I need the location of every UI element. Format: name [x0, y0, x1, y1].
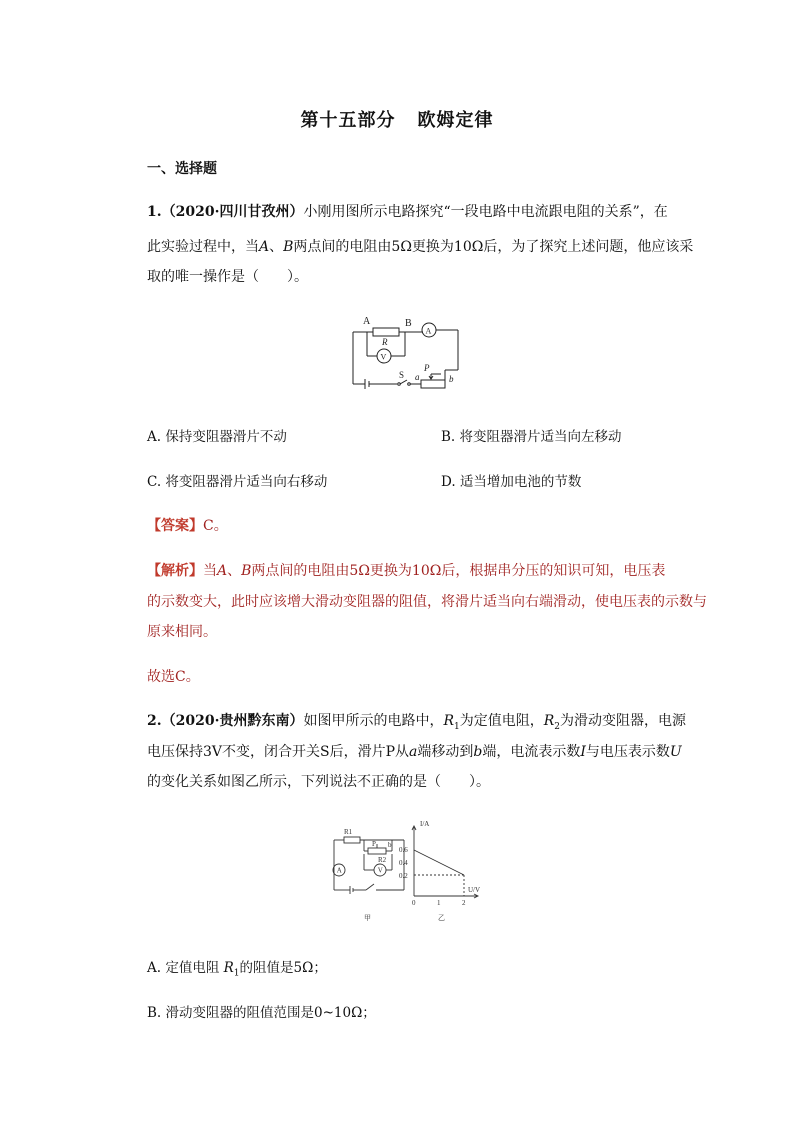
section-heading: 一、选择题: [147, 161, 217, 177]
q1-source: （2020·四川甘孜州）: [161, 204, 304, 220]
resistor-r: [373, 328, 399, 336]
q2-text: 端移动到: [417, 744, 474, 760]
q1-text: 、: [269, 239, 284, 255]
answer-label: 【答案】: [147, 518, 203, 534]
q2-rheostat-r2: [368, 848, 386, 854]
q1-text: 两点间的电阻由5Ω更换为10Ω后，为了探究上述问题，他应该采: [293, 239, 694, 255]
q1-text: 小刚用图所示电路探究“一段电路中电流跟电阻的关系”，在: [303, 204, 668, 220]
q2-text: 如图甲所示的电路中，: [303, 713, 444, 729]
q2-ammeter-letter: A: [336, 866, 342, 875]
graph-y-label: I/A: [420, 820, 430, 828]
q1-point-a: A: [259, 239, 270, 255]
analysis-text: 、: [227, 563, 242, 579]
q2-option-b[interactable]: B. 滑动变阻器的阻值范围是0~10Ω；: [147, 1005, 376, 1021]
rheostat: [421, 380, 445, 388]
q2-end-b: b: [473, 744, 483, 760]
q2-r1: R: [443, 713, 455, 729]
q2-line-1: [147, 711, 686, 737]
q2-option-text: A. 定值电阻: [147, 960, 224, 976]
q2-label-r1: R1: [344, 828, 353, 836]
q2-figure: [328, 816, 488, 928]
q2-end-a: a: [409, 744, 418, 760]
analysis-point-b: B: [241, 563, 252, 579]
graph-xtick: 2: [462, 899, 466, 907]
q1-option-d[interactable]: D. 适当增加电池的节数: [441, 474, 582, 490]
q2-line-3: 的变化关系如图乙所示，下列说法不正确的是（ ）。: [147, 774, 490, 790]
q2-voltmeter-letter: V: [377, 866, 383, 875]
end-a-letter: a: [415, 372, 420, 382]
q1-analysis-line-1: [147, 561, 665, 581]
q2-option-r: R: [223, 960, 234, 976]
graph-ytick: 0.2: [399, 872, 408, 880]
q2-label-b: b: [388, 841, 392, 849]
switch-letter: S: [399, 370, 405, 380]
switch-icon: [400, 380, 407, 384]
page-title: [0, 106, 794, 132]
q1-line-1: [147, 202, 668, 222]
q2-option-sub: 1: [233, 968, 240, 979]
analysis-label: 【解析】: [147, 563, 203, 579]
graph-ytick: 0.6: [399, 846, 408, 854]
q1-option-b[interactable]: B. 将变阻器滑片适当向左移动: [441, 429, 622, 445]
resistor-letter: R: [382, 337, 388, 347]
label-a-top: A: [363, 316, 371, 327]
analysis-text: 当: [203, 563, 217, 579]
q1-answer: [147, 516, 228, 536]
q2-text: 为定值电阻，: [459, 713, 544, 729]
q1-circuit-figure: [345, 312, 465, 398]
q2-source: （2020·贵州黔东南）: [161, 713, 304, 729]
caption-right: 乙: [438, 914, 445, 922]
q2-r2: R: [543, 713, 555, 729]
ammeter-letter: A: [425, 326, 432, 336]
q2-current-symbol: I: [580, 744, 586, 760]
graph-ytick: 0.4: [399, 859, 408, 867]
q2-r2-sub: 2: [554, 721, 561, 732]
graph-xtick: 0: [412, 899, 416, 907]
q2-text: 端，电流表示数: [482, 744, 581, 760]
q1-number: 1.: [147, 204, 162, 220]
end-b-letter: b: [449, 374, 454, 384]
analysis-point-a: A: [217, 563, 228, 579]
answer-value: C。: [203, 518, 228, 534]
q1-analysis-line-3: 原来相同。: [147, 624, 217, 640]
q1-point-b: B: [283, 239, 294, 255]
voltmeter-letter: V: [380, 352, 387, 362]
title-part-2: 欧姆定律: [417, 110, 494, 131]
q2-label-p: P: [372, 840, 376, 848]
title-part-1: 第十五部分: [300, 110, 396, 131]
q1-line-2: [147, 237, 693, 257]
q2-text: 电压保持3V不变，闭合开关S后，滑片P从: [147, 744, 410, 760]
q1-analysis-line-2: 的示数变大，此时应该增大滑动变阻器的阻值，将滑片适当向右端滑动，使电压表的示数与: [147, 594, 707, 610]
graph-xtick: 1: [437, 899, 441, 907]
q1-line-3: 取的唯一操作是（ ）。: [147, 269, 308, 285]
q2-text: 为滑动变阻器，电源: [560, 713, 687, 729]
caption-left: 甲: [364, 914, 371, 922]
slider-letter: P: [424, 363, 430, 373]
graph-x-label: U/V: [468, 886, 481, 894]
q2-label-r2: R2: [378, 856, 387, 864]
label-b-top: B: [405, 318, 412, 329]
q1-option-a[interactable]: A. 保持变阻器滑片不动: [147, 429, 287, 445]
analysis-text: 两点间的电阻由5Ω更换为10Ω后，根据串分压的知识可知，电压表: [251, 563, 666, 579]
q2-switch-icon: [366, 884, 374, 890]
q2-number: 2.: [147, 713, 162, 729]
q2-option-a[interactable]: [147, 958, 327, 984]
q2-line-2: [147, 742, 682, 762]
q2-r1-sub: 1: [454, 721, 460, 732]
q1-text: 此实验过程中，当: [147, 239, 259, 255]
q1-conclusion: 故选C。: [147, 669, 200, 685]
q2-text: 与电压表示数: [585, 744, 670, 760]
q2-resistor-r1: [344, 837, 360, 843]
graph-line: [414, 850, 464, 875]
q2-option-text: 的阻值是5Ω；: [239, 960, 327, 976]
q1-option-c[interactable]: C. 将变阻器滑片适当向右移动: [147, 474, 328, 490]
q2-voltage-symbol: U: [669, 744, 682, 760]
